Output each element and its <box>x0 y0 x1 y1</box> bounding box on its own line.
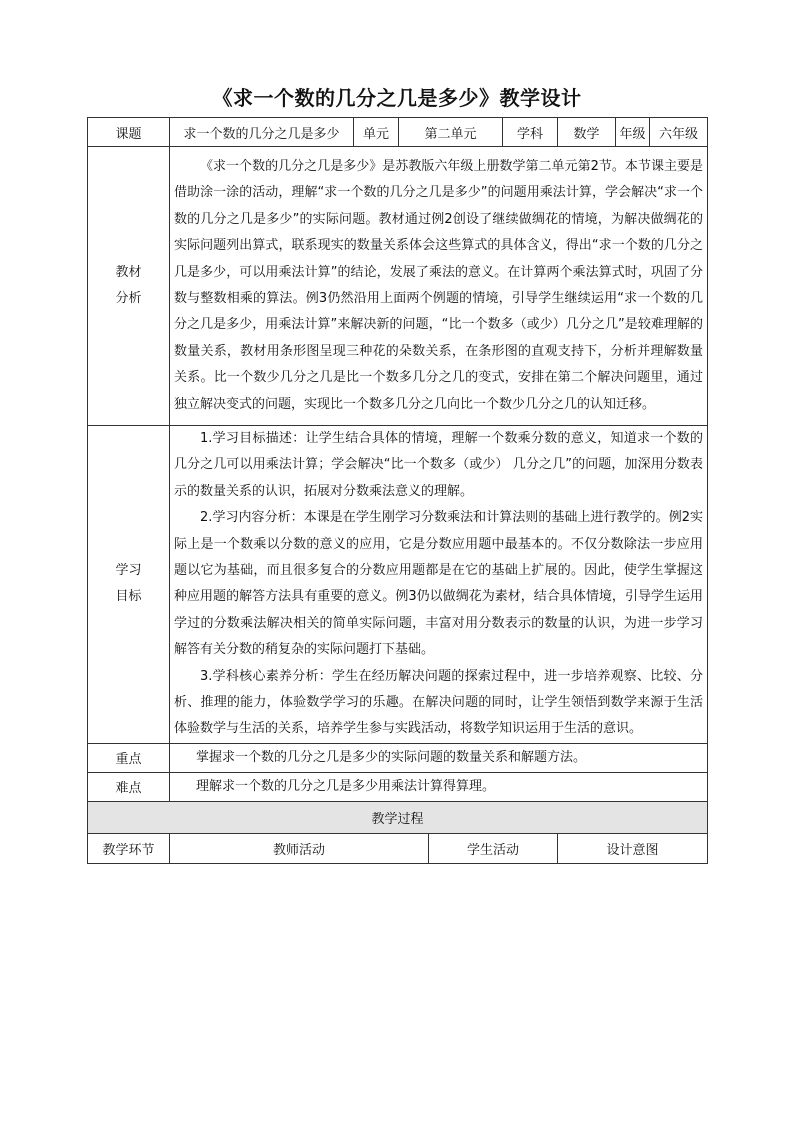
teacher-activity-header: 教师活动 <box>170 833 429 863</box>
grade-label: 年级 <box>616 118 650 147</box>
textbook-analysis-content <box>170 147 708 426</box>
learning-goals-label-line1: 学习 <box>115 563 142 579</box>
unit-value: 第二单元 <box>399 118 503 147</box>
lesson-plan-table <box>87 117 708 864</box>
difficulty-label: 难点 <box>88 772 170 801</box>
unit-label: 单元 <box>354 118 399 147</box>
student-activity-header: 学生活动 <box>429 833 558 863</box>
learning-goals-paragraph-3: 3.学科核心素养分析：学生在经历解决问题的探索过程中，进一步培养观察、比较、分析、推理的能力，体验数学学习的乐趣。在解决问题的同时，让学生领悟到数学来源于生活体验数学与生活的关系，培养学生参与实践活动，将数学知识运用于生活的意识。 <box>174 668 704 737</box>
teaching-step-header: 教学环节 <box>88 833 170 863</box>
process-header-row <box>88 833 708 863</box>
key-point-row <box>88 743 708 772</box>
teaching-process-row <box>88 801 708 833</box>
grade-value: 六年级 <box>650 118 708 147</box>
subject-value: 数学 <box>558 118 616 147</box>
learning-goals-paragraph-2: 2.学习内容分析：本课是在学生刚学习分数乘法和计算法则的基础上进行教学的。例2实际上是一个数乘以分数的意义的应用，它是分数应用题中最基本的。不仅分数除法一步应用题以它为基础，而且很多复合的分数应用题都是在它的基础上扩展的。因此，使学生掌握这种应用题的解答方法具有重要的意义。例3仍以做绸花为素材，结合具体情境，引导学生运用学过的分数乘法解决相关的简单实际问题，丰富对用分数表示的数量的认识，为进一步学习解答有关分数的稍复杂的实际问题打下基础。 <box>174 510 704 658</box>
learning-goals-label-line2: 目标 <box>115 589 142 605</box>
difficulty-text: 理解求一个数的几分之几是多少用乘法计算得算理。 <box>170 772 708 801</box>
key-point-label: 重点 <box>88 743 170 772</box>
textbook-analysis-label-line2: 分析 <box>115 291 142 306</box>
textbook-analysis-label <box>88 147 170 426</box>
topic-label: 课题 <box>88 118 170 147</box>
textbook-analysis-label-line1: 教材 <box>115 265 142 280</box>
document-title: 《求一个数的几分之几是多少》教学设计 <box>212 86 582 110</box>
key-point-text: 掌握求一个数的几分之几是多少的实际问题的数量关系和解题方法。 <box>170 743 708 772</box>
teaching-process-title: 教学过程 <box>88 801 708 833</box>
subject-label: 学科 <box>503 118 558 147</box>
learning-goals-paragraph-1: 1.学习目标描述：让学生结合具体的情境，理解一个数乘分数的意义，知道求一个数的几分之几可以用乘法计算；学会解决“比一个数多（或少） 几分之几”的问题，加深用分数表示的数量关系的认识，拓展对分数乘法意义的理解。 <box>174 431 704 499</box>
learning-goals-row <box>88 426 708 744</box>
textbook-analysis-text: 《求一个数的几分之几是多少》是苏教版六年级上册数学第二单元第2节。本节课主要是借助涂一涂的活动，理解“求一个数的几分之几是多少”的问题用乘法计算，学会解决“求一个数的几分之几是多少”的实际问题。教材通过例2创设了继续做绸花的情境，为解决做绸花的实际问题列出算式，联系现实的数量关系体会这些算式的具体含义，得出“求一个数的几分之几是多少，可以用乘法计算”的结论，发展了乘法的意义。在计算两个乘法算式时，巩固了分数与整数相乘的算法。例3仍然沿用上面两个例题的情境，引导学生继续运用“求一个数的几分之几是多少，用乘法计算”来解决新的问题，“比一个数多（或少）几分之几”是较难理解的数量关系，教材用条形图呈现三种花的朵数关系，在条形图的直观支持下，分析并理解数量关系。比一个数少几分之几是比一个数多几分之几的变式，安排在第二个解决问题里，通过独立解决变式的问题，实现比一个数多几分之几向比一个数少几分之几的认知迁移。 <box>174 158 704 412</box>
topic-value: 求一个数的几分之几是多少 <box>170 118 354 147</box>
design-intent-header: 设计意图 <box>558 833 708 863</box>
learning-goals-content <box>170 426 708 744</box>
difficulty-row <box>88 772 708 801</box>
learning-goals-label <box>88 426 170 744</box>
textbook-analysis-row <box>88 147 708 426</box>
header-row <box>88 118 708 147</box>
